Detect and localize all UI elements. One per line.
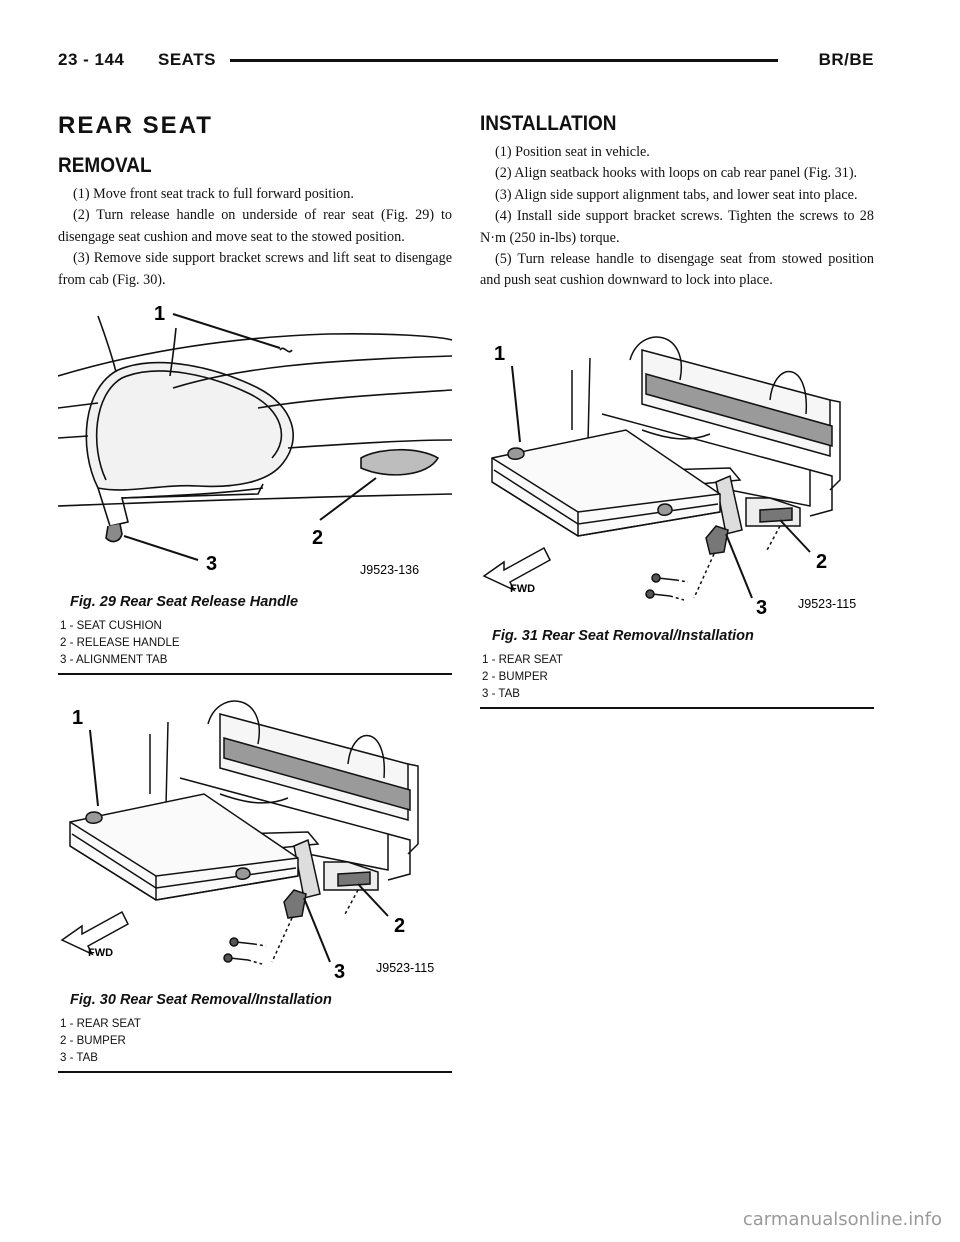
installation-step-5: (5) Turn release handle to disengage seat from stowed position and push seat cushion downward to lock into place. xyxy=(480,251,874,289)
installation-step-2: (2) Align seatback hooks with loops on cab rear panel (Fig. 31). xyxy=(495,165,858,182)
figure-rule xyxy=(480,707,874,709)
page-title: REAR SEAT xyxy=(58,112,213,139)
legend-item: 3 - ALIGNMENT TAB xyxy=(60,654,168,666)
callout-3: 3 xyxy=(334,961,346,983)
callout-2: 2 xyxy=(394,915,406,937)
callout-2: 2 xyxy=(312,527,324,549)
rear-seat-removal-illustration xyxy=(58,694,452,986)
legend-item: 2 - BUMPER xyxy=(60,1035,126,1047)
callout-3: 3 xyxy=(756,597,768,619)
removal-heading: REMOVAL xyxy=(58,154,152,178)
page-number: 23 - 144 xyxy=(58,50,125,69)
figure-code: J9523-115 xyxy=(798,597,857,611)
figure-title: Fig. 29 Rear Seat Release Handle xyxy=(70,594,299,610)
watermark-link[interactable]: carmanualsonline.info xyxy=(742,1209,942,1230)
right-column xyxy=(480,108,874,292)
figure-31 xyxy=(480,330,874,709)
removal-step-2: (2) Turn release handle on underside of rear seat (Fig. 29) to disengage seat cushion and move seat to the stowed position. xyxy=(58,207,452,245)
callout-3: 3 xyxy=(206,553,218,575)
fwd-label: FWD xyxy=(88,947,114,959)
section-name: SEATS xyxy=(158,50,216,69)
removal-step-3: (3) Remove side support bracket screws and lift seat to disengage from cab (Fig. 30). xyxy=(58,250,452,288)
figure-code: J9523-136 xyxy=(360,563,420,577)
installation-step-1: (1) Position seat in vehicle. xyxy=(495,144,650,160)
installation-step-3: (3) Align side support alignment tabs, and lower seat into place. xyxy=(495,186,858,203)
figure-29 xyxy=(58,298,452,675)
callout-1: 1 xyxy=(154,303,166,325)
legend-item: 1 - SEAT CUSHION xyxy=(60,620,162,632)
callout-1: 1 xyxy=(72,707,84,729)
removal-step-1: (1) Move front seat track to full forward position. xyxy=(73,186,354,202)
legend-item: 3 - TAB xyxy=(482,688,520,700)
seat-release-handle-illustration xyxy=(58,298,452,588)
figure-30 xyxy=(58,694,452,1073)
model-code: BR/BE xyxy=(818,50,874,69)
legend-item: 1 - REAR SEAT xyxy=(482,654,563,666)
legend-item: 2 - BUMPER xyxy=(482,671,548,683)
fwd-label: FWD xyxy=(510,583,536,595)
rear-seat-installation-illustration xyxy=(480,330,874,622)
left-column xyxy=(58,108,452,291)
legend-item: 1 - REAR SEAT xyxy=(60,1018,141,1030)
figure-rule xyxy=(58,1071,452,1073)
callout-1: 1 xyxy=(494,343,506,365)
legend-item: 3 - TAB xyxy=(60,1052,98,1064)
legend-item: 2 - RELEASE HANDLE xyxy=(60,637,180,649)
figure-rule xyxy=(58,673,452,675)
installation-step-4: (4) Install side support bracket screws. Tighten the screws to 28 N·m (250 in-lbs) torque. xyxy=(480,208,874,246)
header-rule xyxy=(230,59,778,62)
page-header xyxy=(58,50,874,74)
figure-title: Fig. 31 Rear Seat Removal/Installation xyxy=(492,628,754,644)
installation-heading: INSTALLATION xyxy=(480,112,617,136)
figure-title: Fig. 30 Rear Seat Removal/Installation xyxy=(70,992,332,1008)
callout-2: 2 xyxy=(816,551,828,573)
figure-code: J9523-115 xyxy=(376,961,435,975)
